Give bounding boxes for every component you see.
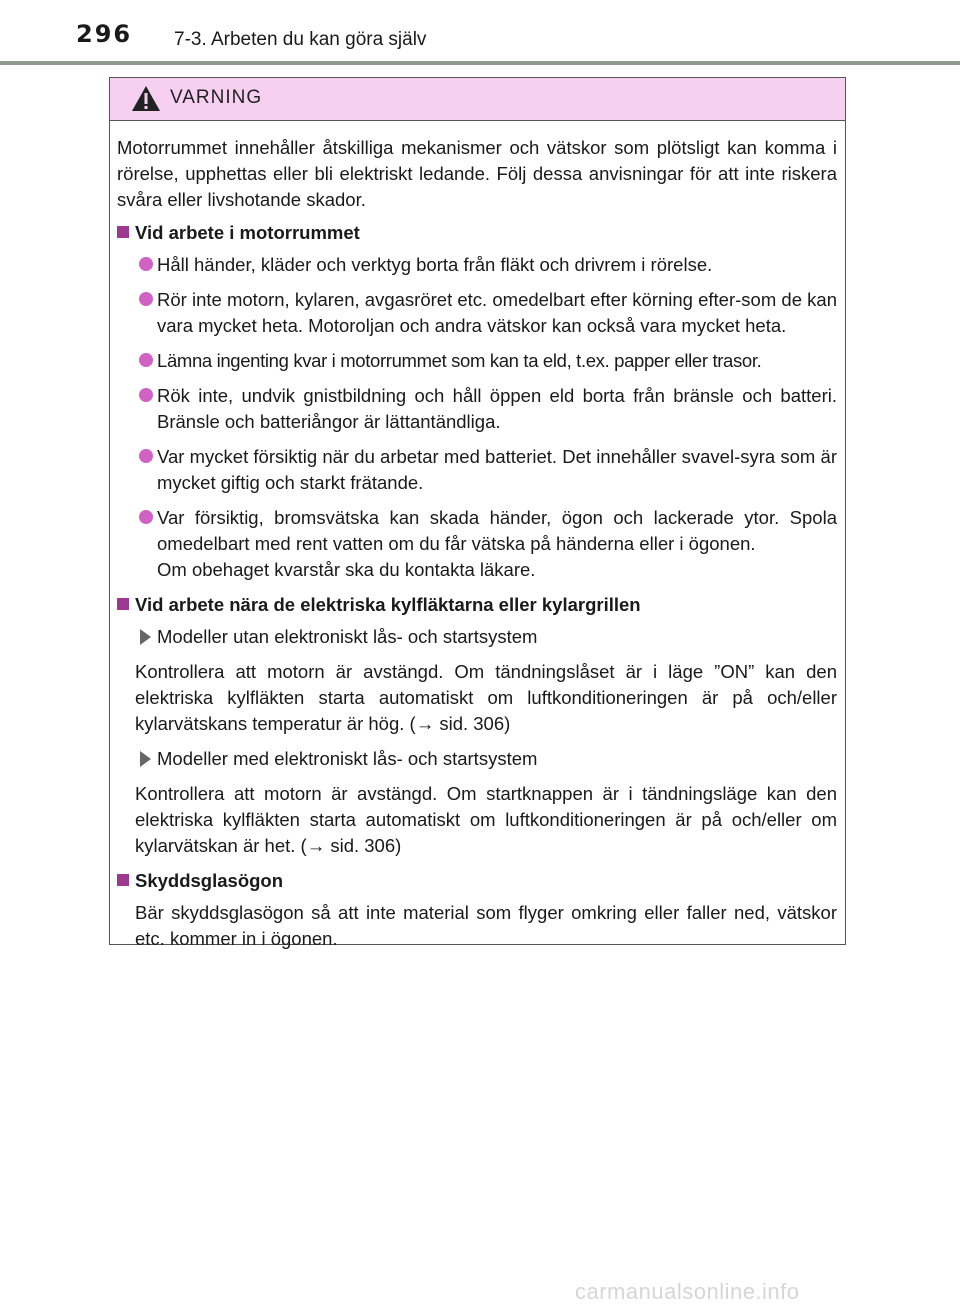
bullet-text: Rök inte, undvik gnistbildning och håll öppen eld borta från bränsle och batteri. Bränsle och batteriångor är lättantändliga. <box>157 385 837 432</box>
warning-intro: Motorrummet innehåller åtskilliga mekanismer och vätskor som plötsligt kan komma i rörelse, upphettas eller bli elektriskt ledande. Följ dessa anvisningar för att inte riskera svåra eller livshotande skador. <box>117 137 837 210</box>
warning-body <box>110 121 845 952</box>
section-heading <box>117 220 837 246</box>
bullet-dot-icon <box>139 353 153 367</box>
triangle-arrow-icon <box>140 751 151 767</box>
triangle-arrow-icon <box>140 629 151 645</box>
list-item <box>117 383 837 435</box>
page-header <box>0 0 960 70</box>
bullet-dot-icon <box>139 257 153 271</box>
watermark: carmanualsonline.info <box>575 1279 800 1304</box>
heading-square-icon <box>117 226 129 238</box>
heading-square-icon <box>117 874 129 886</box>
model-label <box>117 624 837 650</box>
warning-label: VARNING <box>170 87 263 108</box>
section-heading <box>117 592 837 618</box>
bullet-text: Lämna ingenting kvar i motorrummet som kan ta eld, t.ex. papper eller trasor. <box>157 350 762 371</box>
model-label-text: Modeller utan elektroniskt lås- och startsystem <box>157 626 538 647</box>
bullet-text: Var mycket försiktig när du arbetar med batteriet. Det innehåller svavel-syra som är mycket giftig och starkt frätande. <box>157 446 837 493</box>
section-heading <box>117 868 837 894</box>
model-label-text: Modeller med elektroniskt lås- och startsystem <box>157 748 538 769</box>
model-instructions: Kontrollera att motorn är avstängd. Om tändningslåset är i läge ”ON” kan den elektriska kylfläkten starta automatiskt om luftkonditioneringen är på och/eller kylarvätskans temperatur är hög. (→ sid. 306) <box>135 661 837 734</box>
bullet-continuation: Om obehaget kvarstår ska du kontakta läkare. <box>157 559 536 580</box>
bullet-dot-icon <box>139 388 153 402</box>
section-title: 7-3. Arbeten du kan göra själv <box>174 29 427 50</box>
bullet-dot-icon <box>139 292 153 306</box>
list-item <box>117 287 837 339</box>
page-number: 296 <box>76 20 133 48</box>
header-rule <box>0 61 960 65</box>
list-item <box>117 348 837 374</box>
model-instructions: Kontrollera att motorn är avstängd. Om startknappen är i tändningsläge kan den elektriska kylfläkten starta automatiskt om luftkonditioneringen är på och/eller om kylarvätskan är het. (→ sid. 306) <box>135 783 837 856</box>
bullet-dot-icon <box>139 449 153 463</box>
list-item <box>117 505 837 583</box>
model-label <box>117 746 837 772</box>
heading-text: Vid arbete nära de elektriska kylfläktarna eller kylargrillen <box>135 594 641 615</box>
warning-box <box>109 77 846 949</box>
heading-text: Vid arbete i motorrummet <box>135 222 360 243</box>
bullet-text: Var försiktig, bromsvätska kan skada händer, ögon och lackerade ytor. Spola omedelbart med rent vatten om du får vätska på händerna eller i ögonen. <box>157 507 837 554</box>
bullet-text: Håll händer, kläder och verktyg borta från fläkt och drivrem i rörelse. <box>157 254 713 275</box>
list-item <box>117 252 837 278</box>
heading-square-icon <box>117 598 129 610</box>
section-text: Bär skyddsglasögon så att inte material som flyger omkring eller faller ned, vätskor etc. kommer in i ögonen. <box>135 902 837 949</box>
bullet-dot-icon <box>139 510 153 524</box>
warning-header <box>110 78 845 121</box>
list-item <box>117 444 837 496</box>
heading-text: Skyddsglasögon <box>135 870 284 891</box>
warning-triangle-icon <box>131 85 161 112</box>
bullet-text: Rör inte motorn, kylaren, avgasröret etc. omedelbart efter körning efter-som de kan vara mycket heta. Motoroljan och andra vätskor kan också vara mycket heta. <box>157 289 837 336</box>
